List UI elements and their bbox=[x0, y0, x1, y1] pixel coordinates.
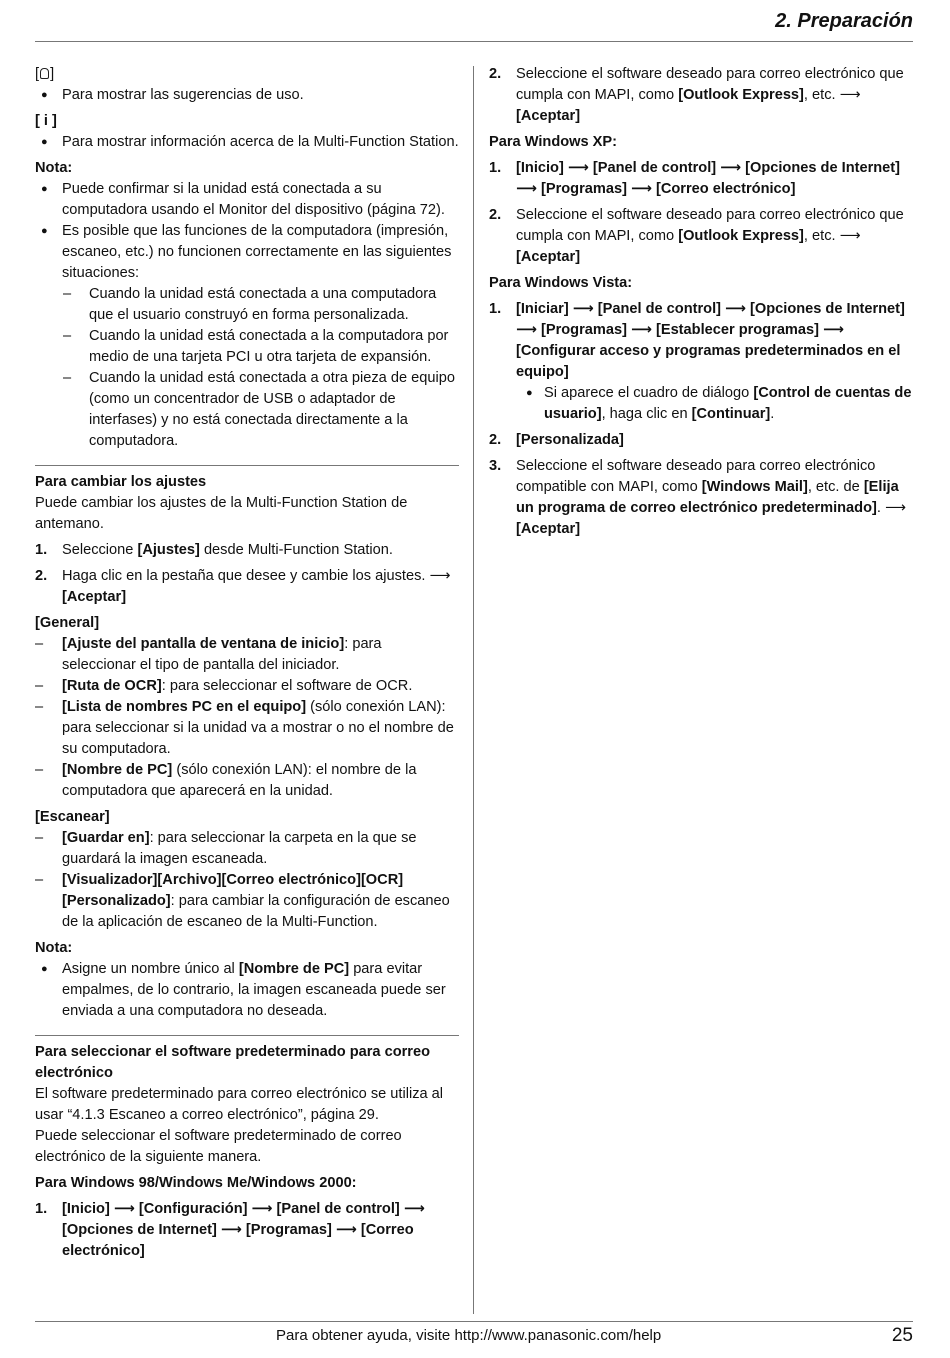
page-number: 25 bbox=[891, 1325, 913, 1346]
settings-intro: Puede cambiar los ajustes de la Multi-Function Station de antemano. bbox=[35, 495, 408, 532]
section-heading-email: Para seleccionar el software predeterminado para correo electrónico bbox=[35, 1044, 431, 1081]
note-item: ● Es posible que las funciones de la computadora (impresión, escaneo, etc.) no funcionen correctamente en las siguientes situaciones: bbox=[35, 221, 459, 284]
vista-heading: Para Windows Vista: bbox=[489, 275, 633, 291]
note-subitem: – Cuando la unidad está conectada a otra pieza de equipo (como un concentrador de USB o adaptador de interfases) y no está conectada directamente a la computadora. bbox=[35, 368, 459, 452]
lightbulb-icon bbox=[40, 68, 49, 79]
win98-heading: Para Windows 98/Windows Me/Windows 2000: bbox=[35, 1175, 357, 1191]
note-item: ● Asigne un nombre único al [Nombre de PC] para evitar empalmes, de lo contrario, la imagen escaneada puede ser enviada a una computadora no deseada. bbox=[35, 959, 459, 1022]
note-subitem: – Cuando la unidad está conectada a una computadora que el usuario construyó en forma personalizada. bbox=[35, 284, 459, 326]
email-intro: Puede seleccionar el software predeterminado de correo electrónico de la siguiente manera. bbox=[35, 1128, 402, 1165]
note-item: ● Puede confirmar si la unidad está conectada a su computadora usando el Monitor del dispositivo (página 72). bbox=[35, 179, 459, 221]
footer-help-text: Para obtener ayuda, visite http://www.panasonic.com/help bbox=[276, 1327, 662, 1344]
settings-step-1: 1. Seleccione [Ajustes] desde Multi-Function Station. bbox=[35, 542, 393, 558]
tips-description: ● Para mostrar las sugerencias de uso. bbox=[35, 85, 459, 106]
xp-step-1: 1. [Inicio] ⟶ [Panel de control] ⟶ [Opciones de Internet] ⟶ [Programas] ⟶ [Correo electrónico] bbox=[489, 160, 901, 197]
xp-step-2: 2. Seleccione el software deseado para correo electrónico que cumpla con MAPI, como [Outlook Express], etc. ⟶ [Aceptar] bbox=[489, 207, 904, 265]
general-option: – [Ajuste del pantalla de ventana de inicio]: para seleccionar el tipo de pantalla del iniciador. bbox=[35, 634, 459, 676]
win98-step-2: 2. Seleccione el software deseado para correo electrónico que cumpla con MAPI, como [Outlook Express], etc. ⟶ [Aceptar] bbox=[489, 66, 904, 124]
scan-option: – [Guardar en]: para seleccionar la carpeta en la que se guardará la imagen escaneada. bbox=[35, 828, 459, 870]
note-label: Nota: bbox=[35, 160, 73, 176]
column-divider bbox=[473, 66, 474, 1314]
note-label: Nota: bbox=[35, 940, 73, 956]
email-intro: El software predeterminado para correo electrónico se utiliza al usar “4.1.3 Escaneo a correo electrónico”, página 29. bbox=[35, 1086, 444, 1123]
right-column bbox=[489, 64, 913, 540]
vista-subitem: ● Si aparece el cuadro de diálogo [Control de cuentas de usuario], haga clic en [Continuar]. bbox=[489, 383, 913, 425]
section-divider bbox=[35, 1035, 459, 1036]
vista-step-3: 3. Seleccione el software deseado para correo electrónico compatible con MAPI, como [Windows Mail], etc. de [Elija un programa de correo electrónico predeterminado]. ⟶ [Aceptar] bbox=[489, 458, 906, 537]
win98-step-1: 1. [Inicio] ⟶ [Configuración] ⟶ [Panel de control] ⟶ [Opciones de Internet] ⟶ [Programas] ⟶ [Correo electrónico] bbox=[35, 1201, 425, 1259]
page-title: 2. Preparación bbox=[775, 10, 913, 32]
general-tab-label: [General] bbox=[35, 615, 100, 631]
section-heading-settings: Para cambiar los ajustes bbox=[35, 474, 207, 490]
general-option: – [Nombre de PC] (sólo conexión LAN): el nombre de la computadora que aparecerá en la unidad. bbox=[35, 760, 459, 802]
tips-label: [ ] bbox=[35, 66, 55, 82]
info-description: ● Para mostrar información acerca de la Multi-Function Station. bbox=[35, 132, 459, 153]
general-option: – [Lista de nombres PC en el equipo] (sólo conexión LAN): para seleccionar si la unidad va a mostrar o no el nombre de su computadora. bbox=[35, 697, 459, 760]
scan-tab-label: [Escanear] bbox=[35, 809, 110, 825]
scan-option: – [Visualizador][Archivo][Correo electrónico][OCR][Personalizado]: para cambiar la configuración de escaneo de la aplicación de escaneo de la Multi-Function. bbox=[35, 870, 459, 933]
general-option: – [Ruta de OCR]: para seleccionar el software de OCR. bbox=[35, 676, 459, 697]
info-label: [ i ] bbox=[35, 113, 57, 129]
footer-rule bbox=[35, 1321, 913, 1322]
section-divider bbox=[35, 465, 459, 466]
header-rule bbox=[35, 41, 913, 42]
xp-heading: Para Windows XP: bbox=[489, 134, 617, 150]
note-subitem: – Cuando la unidad está conectada a la computadora por medio de una tarjeta PCI u otra tarjeta de expansión. bbox=[35, 326, 459, 368]
vista-step-1: 1. [Iniciar] ⟶ [Panel de control] ⟶ [Opciones de Internet] ⟶ [Programas] ⟶ [Establecer programas] ⟶ [Configurar acceso y programas predeterminados en el equipo] bbox=[489, 301, 905, 380]
left-column bbox=[35, 64, 459, 1262]
vista-step-2: 2. [Personalizada] bbox=[489, 432, 624, 448]
settings-step-2: 2. Haga clic en la pestaña que desee y cambie los ajustes. ⟶ [Aceptar] bbox=[35, 568, 451, 605]
